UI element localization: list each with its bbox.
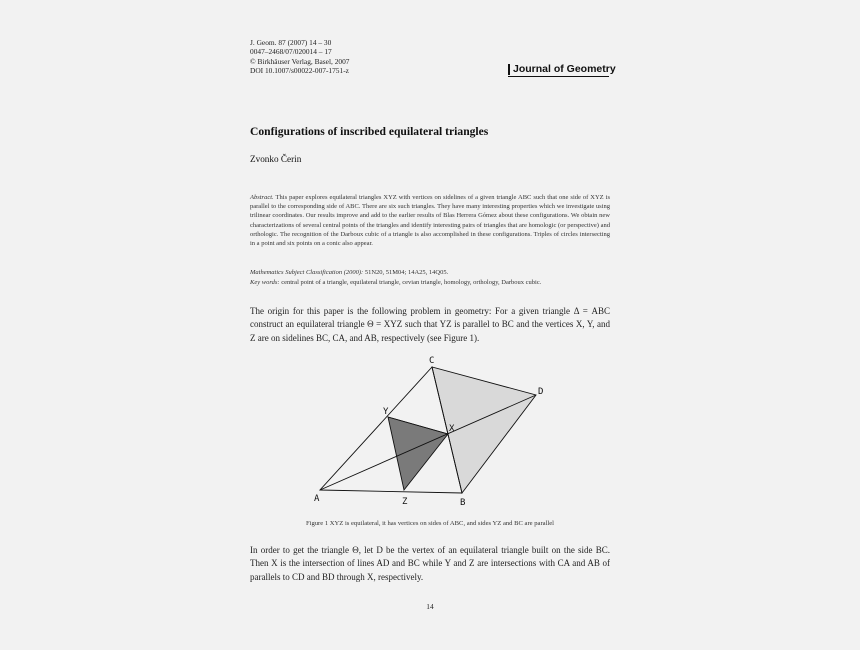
keywords-label: Key words: <box>250 278 280 286</box>
vertex-label-y: Y <box>383 407 389 417</box>
figure-diagram <box>300 350 560 510</box>
classification <box>250 268 610 287</box>
page-number: 14 <box>426 602 434 611</box>
figure-1 <box>300 350 560 510</box>
body-paragraph: In order to get the triangle Θ, let D be the vertex of an equilateral triangle built on the side BC. Then X is the intersection of lines AD and BC while Y and Z are intersections with CA and AB of parallels to CD and BD through X, respectively. <box>250 545 610 582</box>
citation-line: © Birkhäuser Verlag, Basel, 2007 <box>250 56 350 66</box>
vertex-label-x: X <box>449 424 455 434</box>
vertex-label-c: C <box>429 356 435 366</box>
vertex-label-a: A <box>314 494 320 504</box>
line-ad <box>320 395 536 490</box>
citation-line: 0047–2468/07/020014 – 17 <box>250 47 332 57</box>
citation-line: J. Geom. 87 (2007) 14 – 30 <box>250 38 332 47</box>
keywords-text: central point of a triangle, equilateral triangle, cevian triangle, homology, orthology, Darboux cubic. <box>281 278 542 286</box>
paper-title: Configurations of inscribed equilateral triangles <box>250 125 489 138</box>
equilateral-triangle-bcd <box>432 367 536 493</box>
figure-caption: Figure 1 XYZ is equilateral, it has vertices on sides of ABC, and sides YZ and BC are parallel <box>305 520 555 527</box>
abstract-text: This paper explores equilateral triangles XYZ with vertices on sidelines of a given triangle ABC such that one side of XYZ is parallel to the corresponding side of ABC. There are six such triangles. They have many interesting properties which we investigate using trilinear coordinates. Our results improve and add to the earlier results of Blas Herrera Gómez about these configurations. We obtain new characterizations of several central points of the triangles and identify interesting pairs of triangles that are homologic (or perspective) and orthologic. The recognition of the Darboux cubic of a triangle is also accomplished in these configurations. Triples of circles intersecting in a point and six points on a conic also appear. <box>250 194 610 248</box>
citation-line: DOI 10.1007/s00022-007-1751-z <box>250 65 349 75</box>
journal-rule <box>508 76 609 77</box>
abstract-label: Abstract. <box>250 194 274 201</box>
vertex-label-d: D <box>538 387 544 397</box>
vertex-label-z: Z <box>402 497 408 507</box>
msc-label: Mathematics Subject Classification (2000): <box>250 269 364 276</box>
vertex-label-b: B <box>460 498 466 508</box>
triangle-xyz <box>388 417 448 490</box>
author-name: Zvonko Čerin <box>250 154 302 164</box>
citation-header <box>250 38 349 75</box>
abstract <box>250 193 610 248</box>
msc-codes: 51N20, 51M04; 14A25, 14Q05. <box>364 269 449 276</box>
journal-name: Journal of Geometry <box>508 64 616 75</box>
intro-paragraph: The origin for this paper is the following problem in geometry: For a given triangle Δ = ABC construct an equilateral triangle Θ = XYZ such that YZ is parallel to BC and the vertices X, Y, and Z are on sidelines BC, CA, and AB, respectively (see Figure 1). <box>250 306 610 343</box>
